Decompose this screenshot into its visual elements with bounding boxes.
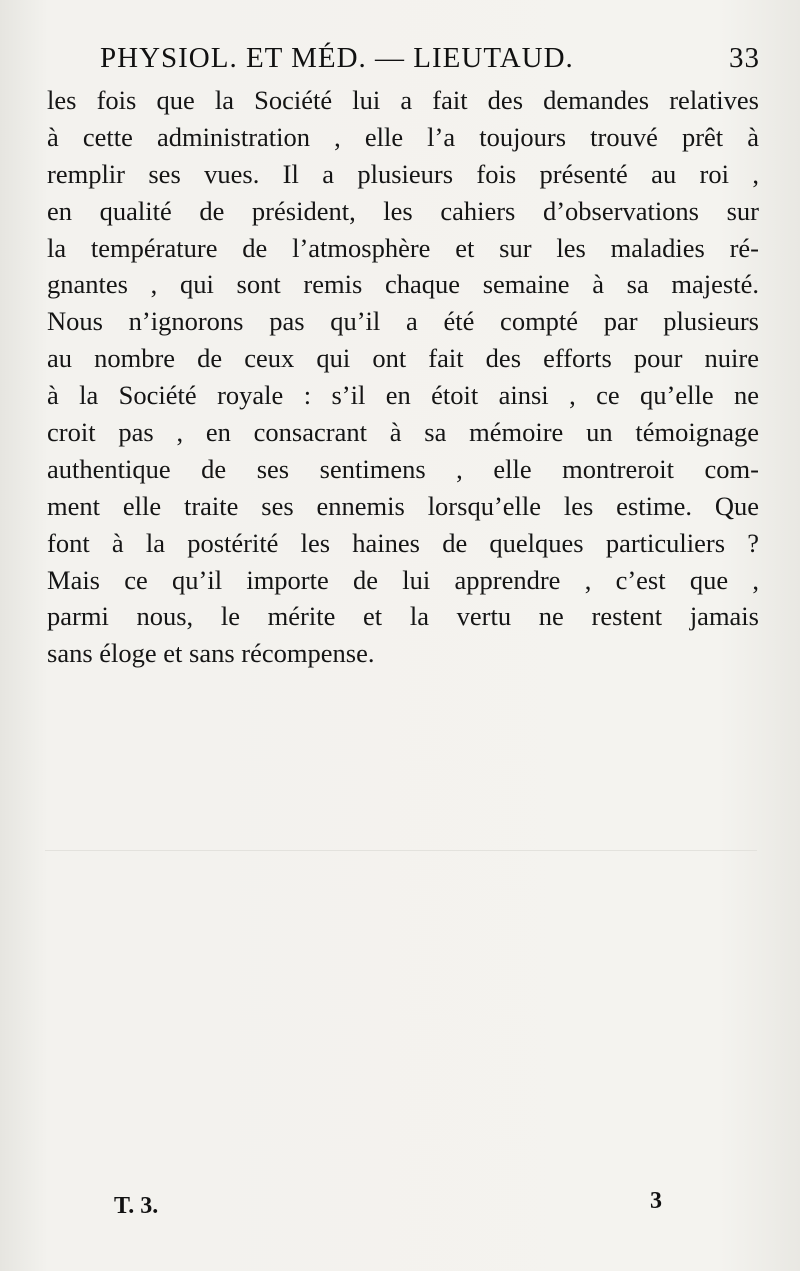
running-title: PHYSIOL. ET MÉD. — LIEUTAUD. (100, 42, 574, 74)
text-line: parmi nous, le mérite et la vertu ne restent jamais (47, 601, 759, 632)
text-line: à cette administration , elle l’a toujours trouvé prêt à (47, 121, 759, 152)
text-line: en qualité de président, les cahiers d’observations sur (47, 195, 759, 226)
text-line: les fois que la Société lui a fait des demandes relatives (47, 85, 759, 115)
text-line: Nous n’ignorons pas qu’il a été compté par plusieurs (47, 306, 759, 337)
page-number: 33 (729, 42, 760, 74)
text-line: gnantes , qui sont remis chaque semaine à sa majesté. (47, 269, 759, 300)
body-text (47, 82, 759, 672)
running-header (100, 42, 760, 82)
text-line: font à la postérité les haines de quelques particuliers ? (47, 527, 759, 558)
text-line: la température de l’atmosphère et sur les maladies ré- (47, 232, 759, 263)
signature-mark: T. 3. (114, 1193, 159, 1219)
text-line: croit pas , en consacrant à sa mémoire un témoignage (47, 417, 759, 448)
text-line: authentique de ses sentimens , elle montreroit com- (47, 453, 759, 484)
signature-number: 3 (650, 1188, 662, 1214)
text-line: remplir ses vues. Il a plusieurs fois présenté au roi , (47, 158, 759, 189)
text-line: à la Société royale : s’il en étoit ainsi , ce qu’elle ne (47, 380, 759, 411)
text-line: sans éloge et sans récompense. (47, 638, 375, 669)
text-line: au nombre de ceux qui ont fait des efforts pour nuire (47, 343, 759, 374)
text-line: ment elle traite ses ennemis lorsqu’elle les estime. Que (47, 490, 759, 521)
footnote-rule (45, 850, 757, 851)
text-line: Mais ce qu’il importe de lui apprendre , c’est que , (47, 564, 759, 595)
